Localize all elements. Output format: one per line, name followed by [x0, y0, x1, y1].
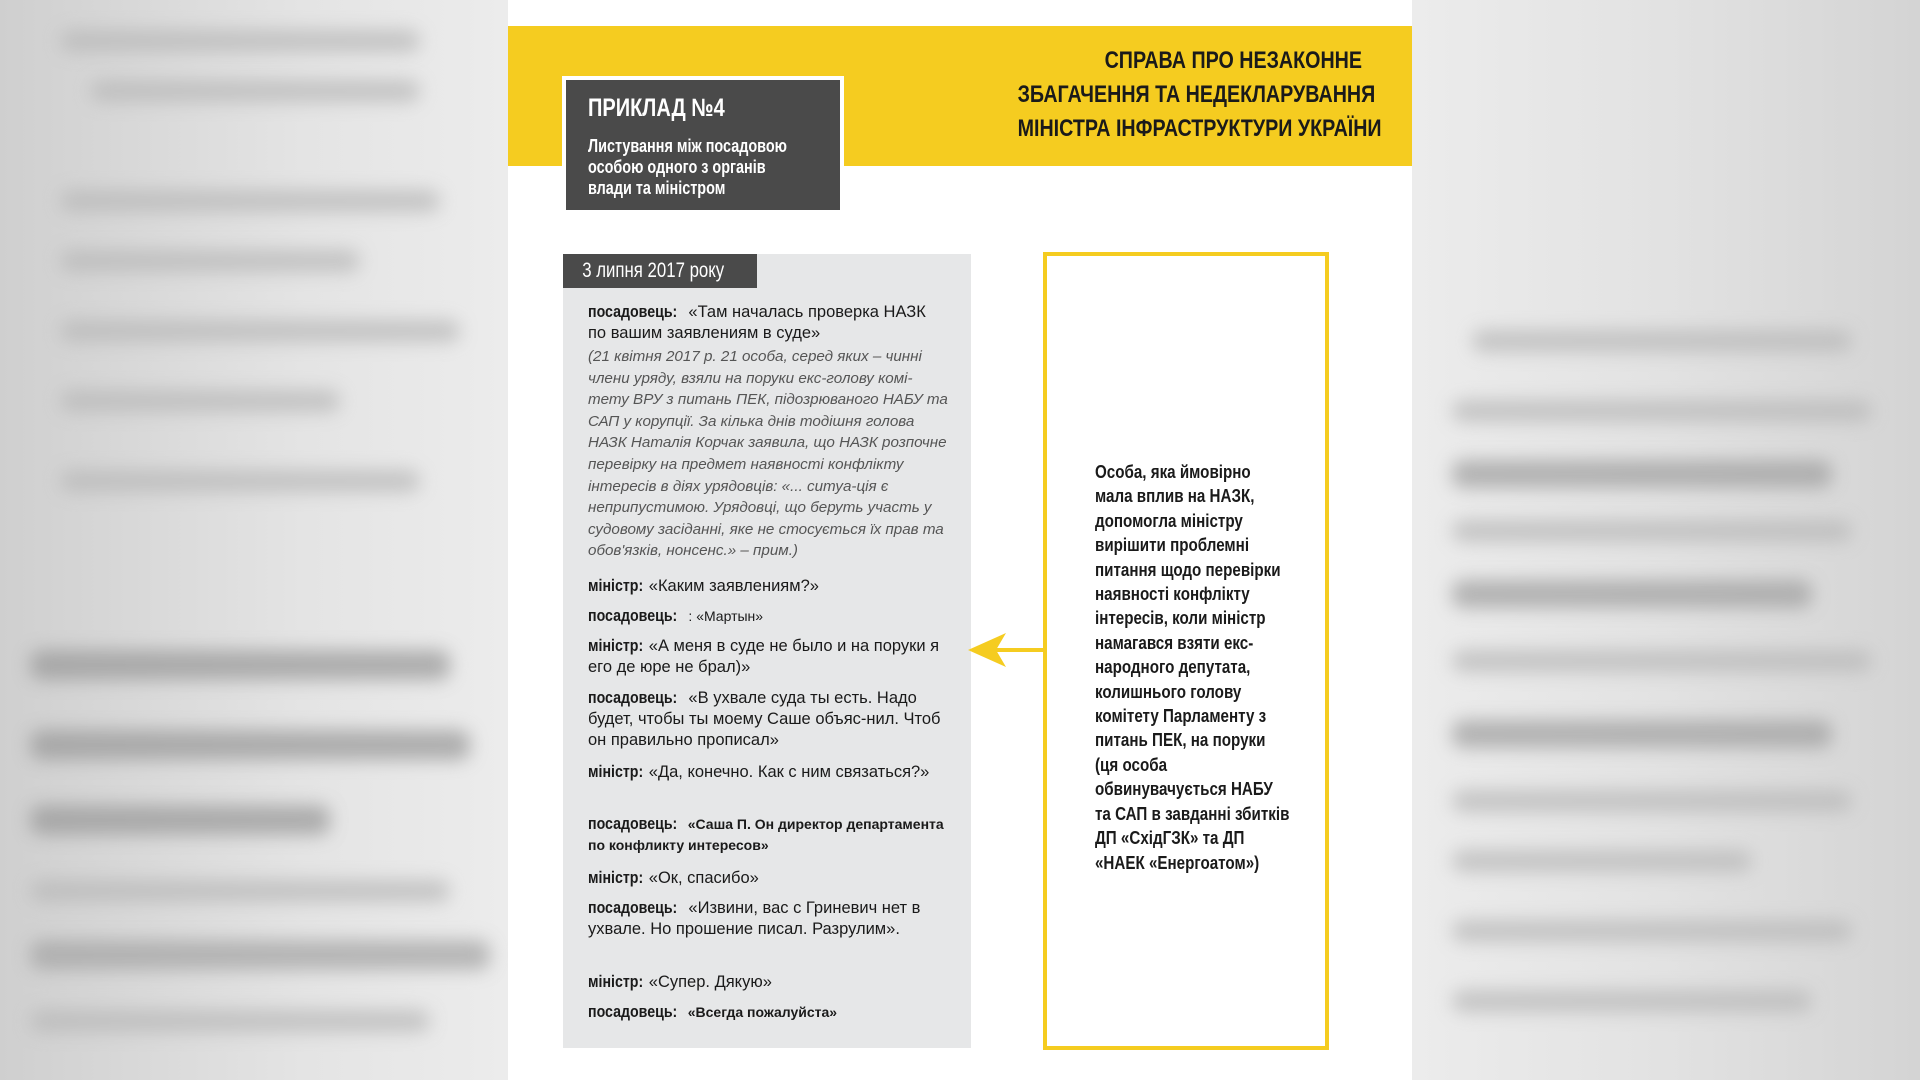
message-11	[588, 1002, 948, 1023]
message-text: «Супер. Дякую»	[648, 973, 772, 991]
annotation-box	[1043, 252, 1329, 1050]
blurred-background-left	[0, 0, 508, 1080]
message-text: «Саша П. Он директор департамента по конфликту интересов»	[588, 816, 944, 853]
case-title-line-3: МІНІСТРА ІНФРАСТРУКТУРИ УКРАЇНИ	[1017, 115, 1382, 142]
document-page	[508, 0, 1412, 1080]
message-speaker: посадовець:	[588, 899, 678, 917]
message-8	[588, 868, 948, 889]
conversation-panel	[563, 254, 971, 1048]
message-text: «Извини, вас с Гриневич нет в ухвале. Но прошение писал. Разрулим».	[588, 899, 921, 938]
message-5	[588, 688, 948, 751]
case-title-line-2: ЗБАГАЧЕННЯ ТА НЕДЕКЛАРУВАННЯ	[1017, 81, 1376, 108]
arrow-left-icon	[968, 630, 1044, 670]
message-7	[588, 814, 948, 856]
message-speaker: міністр:	[588, 763, 644, 781]
case-title-line-1: СПРАВА ПРО НЕЗАКОННЕ	[1104, 47, 1362, 74]
message-speaker: посадовець:	[588, 303, 678, 321]
message-speaker: міністр:	[588, 973, 644, 991]
message-speaker: міністр:	[588, 637, 644, 655]
example-box	[562, 76, 844, 214]
message-9	[588, 898, 948, 940]
annotation-text: Особа, яка ймовірно мала вплив на НАЗК, допомогла міністру вирішити проблемні питання щодо перевірки наявності конфлікту інтересів, коли міністр намагався взяти екс-народного депутата, колишнього голову комітету Парламенту з питань ПЕК, на поруки (ця особа обвинувачується НАБУ та САП в завданні збитків ДП «СхідГЗК» та ДП «НАЕК «Енергоатом»)	[1095, 461, 1290, 873]
message-speaker: посадовець:	[588, 815, 678, 833]
message-3	[588, 606, 948, 627]
message-10	[588, 972, 948, 993]
blurred-background-right	[1412, 0, 1920, 1080]
message-text: «В ухвале суда ты есть. Надо будет, чтобы ты моему Саше объяс-нил. Чтоб он правильно прописал»	[588, 689, 941, 749]
example-subtitle: Листування між посадовою особою одного з органів влади та міністром	[588, 136, 787, 198]
case-title	[1017, 44, 1382, 146]
message-text: «Каким заявлениям?»	[648, 577, 819, 595]
message-text: «Да, конечно. Как с ним связаться?»	[648, 763, 930, 781]
message-text: «Там началась проверка НАЗК по вашим заявлениям в суде»	[588, 303, 926, 342]
message-speaker: міністр:	[588, 577, 644, 595]
message-text: «Ок, спасибо»	[648, 869, 759, 887]
message-4	[588, 636, 948, 678]
message-speaker: міністр:	[588, 869, 644, 887]
example-title: ПРИКЛАД №4	[588, 94, 725, 122]
message-1	[588, 302, 948, 344]
message-6	[588, 762, 948, 783]
editorial-note: (21 квітня 2017 р. 21 особа, серед яких – чинні члени уряду, взяли на поруки екс-голову комі-тету ВРУ з питань ПЕК, підозрюваного НАБУ та САП у корупції. За кілька днів тодішня голова НАЗК Наталія Корчак заявила, що НАЗК розпочне перевірку на предмет наявності конфлікту інтересів в діях урядовців: «... ситуа-ція є неприпустимою. Урядовці, що беруть участь у судовому засіданні, яке не стосується їх прав та обов'язків, нонсенс.» – прим.)	[588, 348, 948, 560]
message-2	[588, 576, 948, 597]
message-speaker: посадовець:	[588, 1003, 678, 1021]
conversation-date: 3 липня 2017 року	[582, 259, 725, 282]
message-speaker: посадовець:	[588, 607, 678, 625]
message-text: «Всегда пожалуйста»	[687, 1004, 838, 1020]
message-speaker: посадовець:	[588, 689, 678, 707]
conversation-date-tab	[563, 254, 757, 288]
message-text: : «Мартын»	[688, 608, 764, 624]
message-text: «А меня в суде не было и на поруки я его де юре не брал)»	[588, 637, 940, 676]
